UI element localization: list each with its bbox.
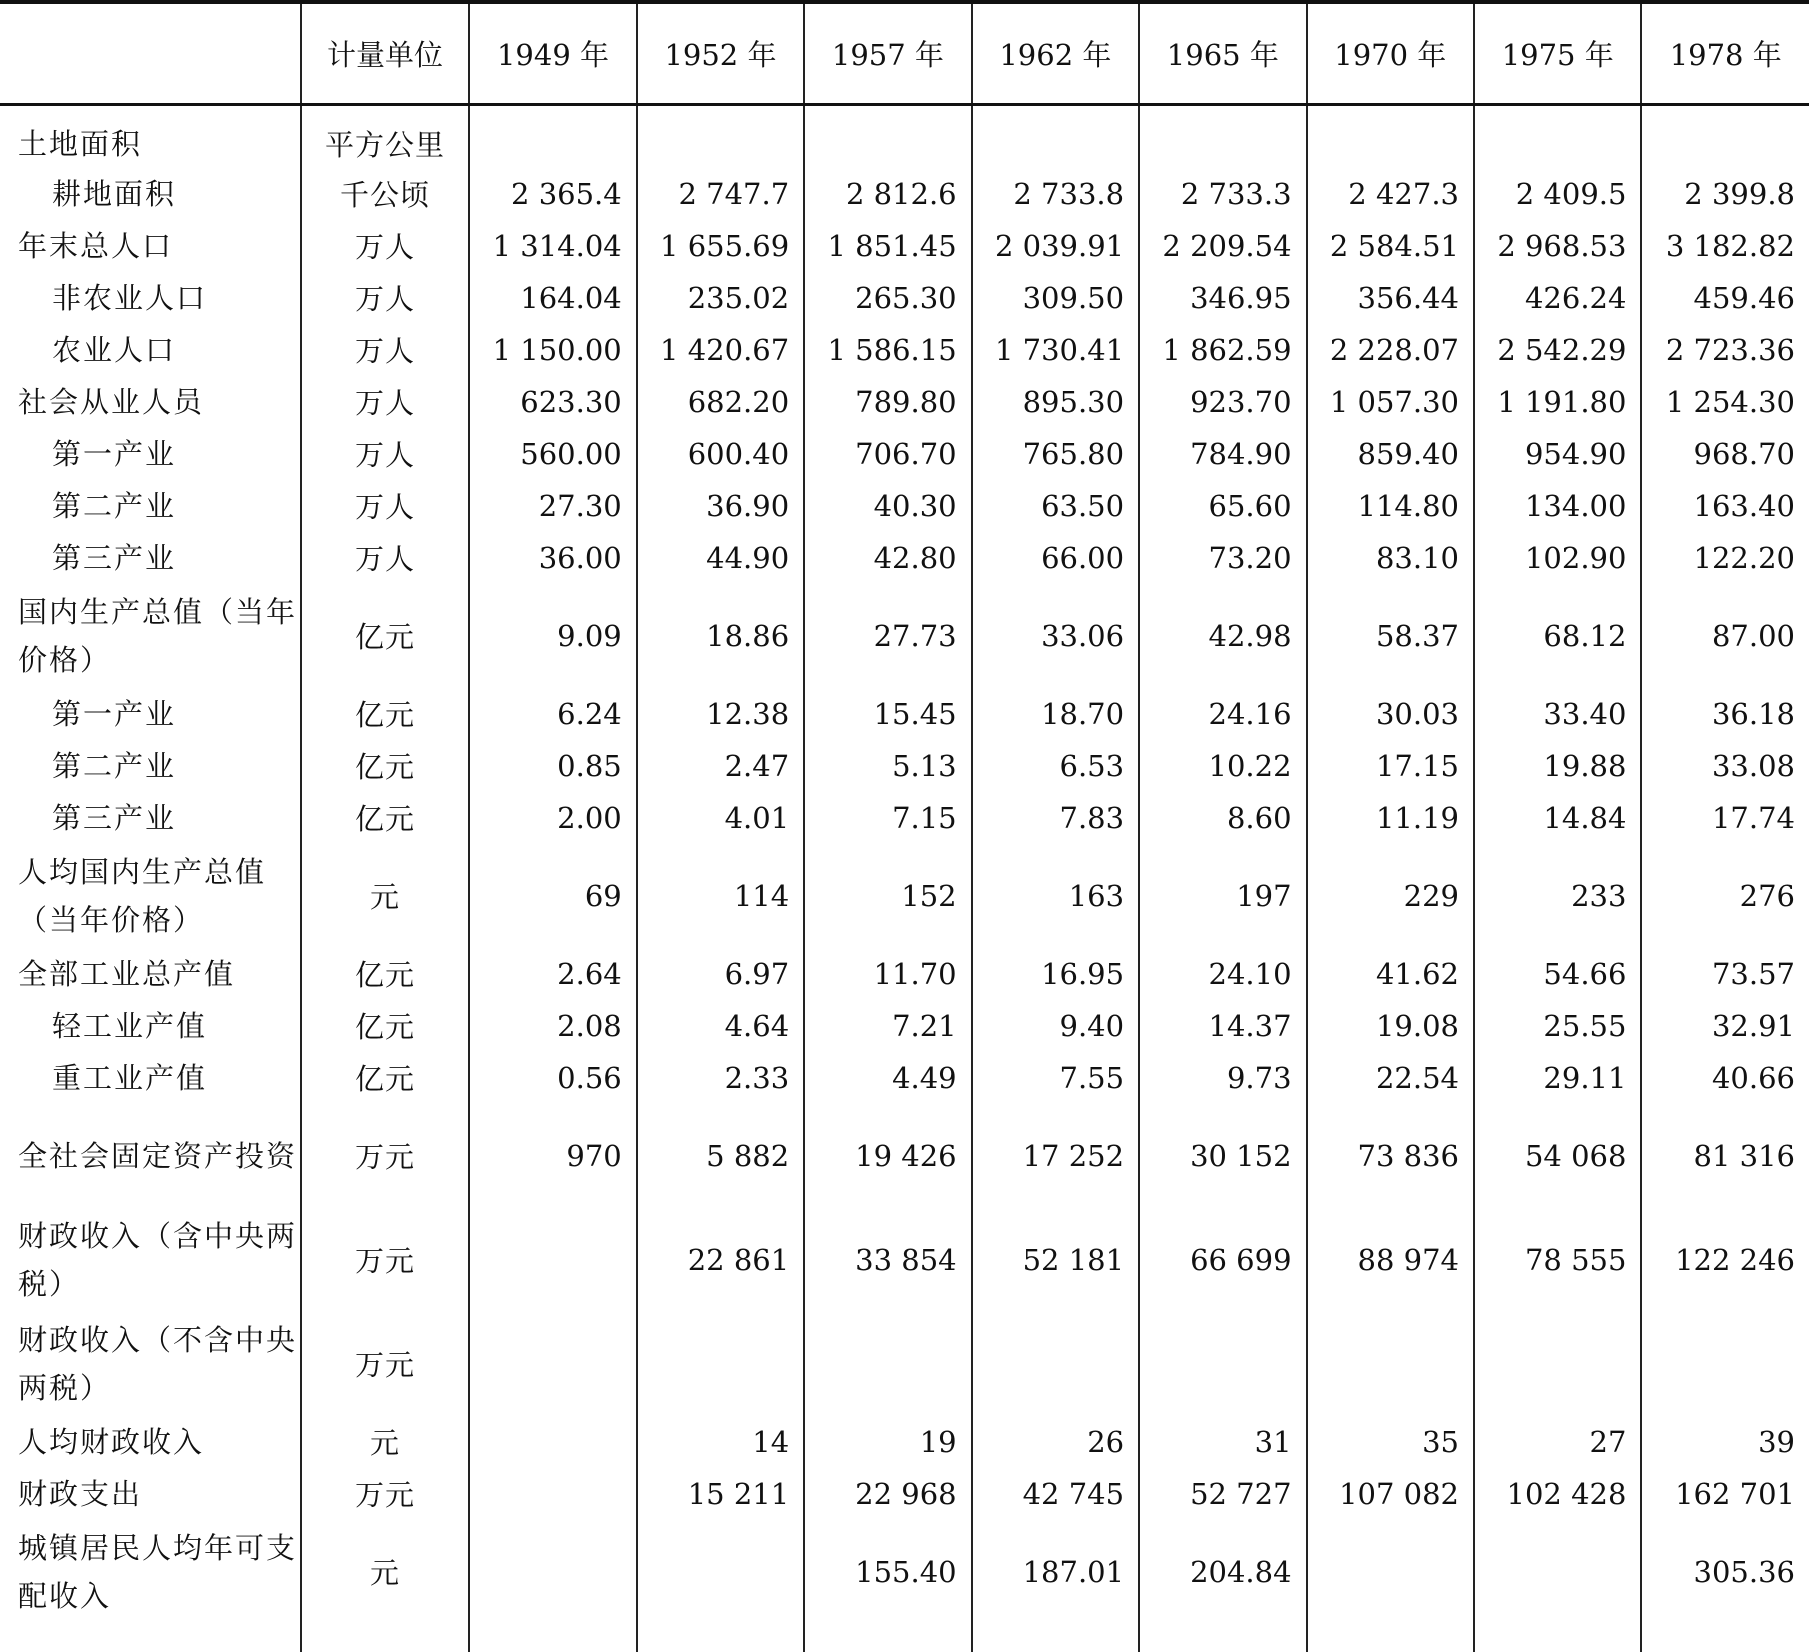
row-label: 耕地面积	[52, 176, 177, 211]
cell-value: 9.09	[469, 584, 636, 688]
row-unit: 万人	[301, 220, 469, 272]
cell-value: 65.60	[1139, 480, 1306, 532]
cell-value: 12.38	[637, 688, 804, 740]
cell-value: 1 150.00	[469, 324, 636, 376]
cell-value	[804, 104, 971, 168]
cell-value: 2 968.53	[1474, 220, 1641, 272]
cell-value: 83.10	[1307, 532, 1474, 584]
cell-value: 30 152	[1139, 1104, 1306, 1208]
table-row	[0, 948, 1809, 1000]
cell-value	[972, 1312, 1139, 1416]
cell-value: 14	[637, 1416, 804, 1468]
row-label: 第三产业	[52, 800, 177, 835]
cell-value: 2 584.51	[1307, 220, 1474, 272]
row-label: 重工业产值	[52, 1060, 208, 1095]
cell-value: 229	[1307, 844, 1474, 948]
cell-value: 197	[1139, 844, 1306, 948]
cell-value: 2.33	[637, 1052, 804, 1104]
cell-value	[637, 1312, 804, 1416]
cell-value: 10.22	[1139, 740, 1306, 792]
row-label: 财政支出	[18, 1476, 143, 1511]
cell-value: 58.37	[1307, 584, 1474, 688]
cell-value: 2 427.3	[1307, 168, 1474, 220]
cell-value: 1 730.41	[972, 324, 1139, 376]
cell-value: 27	[1474, 1416, 1641, 1468]
cell-value: 88 974	[1307, 1208, 1474, 1312]
cell-value: 923.70	[1139, 376, 1306, 428]
row-label: 人均国内生产总值（当年价格）	[18, 854, 267, 937]
table-row	[0, 1104, 1809, 1208]
cell-value: 2 399.8	[1641, 168, 1809, 220]
cell-value: 7.21	[804, 1000, 971, 1052]
cell-value: 24.10	[1139, 948, 1306, 1000]
cell-value: 16.95	[972, 948, 1139, 1000]
cell-value: 2 747.7	[637, 168, 804, 220]
row-unit: 平方公里	[301, 104, 469, 168]
table-row	[0, 428, 1809, 480]
cell-value	[469, 1208, 636, 1312]
row-label: 人均财政收入	[18, 1424, 205, 1459]
header-label-cell	[0, 2, 301, 104]
cell-value: 22 968	[804, 1468, 971, 1520]
row-label: 第三产业	[52, 540, 177, 575]
row-label: 第一产业	[52, 436, 177, 471]
table-row	[0, 584, 1809, 688]
table-row	[0, 272, 1809, 324]
cell-value	[804, 1312, 971, 1416]
cell-value: 66.00	[972, 532, 1139, 584]
row-label: 非农业人口	[52, 280, 208, 315]
cell-value: 789.80	[804, 376, 971, 428]
cell-value: 162 701	[1641, 1468, 1809, 1520]
cell-value: 33 854	[804, 1208, 971, 1312]
table-row	[0, 688, 1809, 740]
cell-value: 954.90	[1474, 428, 1641, 480]
cell-value: 27.73	[804, 584, 971, 688]
table-row	[0, 1312, 1809, 1416]
row-unit: 万人	[301, 376, 469, 428]
cell-value: 309.50	[972, 272, 1139, 324]
header-year: 1965 年	[1139, 2, 1306, 104]
cell-value: 15 211	[637, 1468, 804, 1520]
cell-value: 2 723.36	[1641, 324, 1809, 376]
table-row	[0, 480, 1809, 532]
row-unit: 万人	[301, 480, 469, 532]
cell-value: 163.40	[1641, 480, 1809, 532]
cell-value: 81 316	[1641, 1104, 1809, 1208]
row-label: 社会从业人员	[18, 384, 205, 419]
cell-value: 14.84	[1474, 792, 1641, 844]
cell-value: 560.00	[469, 428, 636, 480]
row-label: 农业人口	[52, 332, 177, 367]
row-label: 土地面积	[18, 126, 143, 161]
cell-value: 600.40	[637, 428, 804, 480]
cell-value: 25.55	[1474, 1000, 1641, 1052]
cell-value: 66 699	[1139, 1208, 1306, 1312]
cell-value: 6.97	[637, 948, 804, 1000]
header-year: 1978 年	[1641, 2, 1809, 104]
cell-value: 4.64	[637, 1000, 804, 1052]
cell-value: 623.30	[469, 376, 636, 428]
row-unit: 万人	[301, 532, 469, 584]
header-unit: 计量单位	[301, 2, 469, 104]
row-unit: 万元	[301, 1104, 469, 1208]
cell-value: 32.91	[1641, 1000, 1809, 1052]
cell-value: 1 057.30	[1307, 376, 1474, 428]
row-label: 国内生产总值（当年价格）	[18, 594, 298, 677]
row-label: 年末总人口	[18, 228, 174, 263]
cell-value: 18.70	[972, 688, 1139, 740]
cell-value: 33.06	[972, 584, 1139, 688]
cell-value: 233	[1474, 844, 1641, 948]
table-row	[0, 1468, 1809, 1520]
cell-value: 1 586.15	[804, 324, 971, 376]
cell-value	[1474, 1312, 1641, 1416]
cell-value	[469, 1520, 636, 1624]
row-unit: 亿元	[301, 688, 469, 740]
cell-value: 784.90	[1139, 428, 1306, 480]
cell-value: 2 542.29	[1474, 324, 1641, 376]
cell-value: 42.98	[1139, 584, 1306, 688]
cell-value: 19	[804, 1416, 971, 1468]
table-row	[0, 844, 1809, 948]
row-unit: 亿元	[301, 584, 469, 688]
cell-value: 54 068	[1474, 1104, 1641, 1208]
header-year: 1970 年	[1307, 2, 1474, 104]
cell-value: 152	[804, 844, 971, 948]
cell-value: 15.45	[804, 688, 971, 740]
cell-value: 30.03	[1307, 688, 1474, 740]
row-unit: 亿元	[301, 1000, 469, 1052]
cell-value: 187.01	[972, 1520, 1139, 1624]
header-year: 1957 年	[804, 2, 971, 104]
row-unit: 万元	[301, 1312, 469, 1416]
cell-value: 5 882	[637, 1104, 804, 1208]
cell-value: 356.44	[1307, 272, 1474, 324]
table-row	[0, 1052, 1809, 1104]
row-label: 城镇居民人均年可支配收入	[18, 1530, 298, 1613]
cell-value: 35	[1307, 1416, 1474, 1468]
cell-value: 2 209.54	[1139, 220, 1306, 272]
cell-value	[469, 1416, 636, 1468]
row-unit: 千公顷	[301, 168, 469, 220]
cell-value: 265.30	[804, 272, 971, 324]
cell-value: 40.66	[1641, 1052, 1809, 1104]
cell-value: 29.11	[1474, 1052, 1641, 1104]
cell-value: 895.30	[972, 376, 1139, 428]
cell-value: 27.30	[469, 480, 636, 532]
cell-value: 4.49	[804, 1052, 971, 1104]
cell-value: 968.70	[1641, 428, 1809, 480]
cell-value: 163	[972, 844, 1139, 948]
cell-value: 6.24	[469, 688, 636, 740]
cell-value: 6.53	[972, 740, 1139, 792]
cell-value: 859.40	[1307, 428, 1474, 480]
row-unit: 万人	[301, 272, 469, 324]
cell-value: 682.20	[637, 376, 804, 428]
row-label: 全部工业总产值	[18, 956, 236, 991]
cell-value	[469, 1312, 636, 1416]
cell-value: 5.13	[804, 740, 971, 792]
cell-value: 0.85	[469, 740, 636, 792]
table-row	[0, 220, 1809, 272]
cell-value: 42.80	[804, 532, 971, 584]
cell-value: 204.84	[1139, 1520, 1306, 1624]
cell-value: 970	[469, 1104, 636, 1208]
cell-value: 63.50	[972, 480, 1139, 532]
cell-value: 114	[637, 844, 804, 948]
row-unit: 亿元	[301, 740, 469, 792]
row-label: 全社会固定资产投资	[18, 1138, 298, 1173]
cell-value	[1474, 104, 1641, 168]
cell-value: 42 745	[972, 1468, 1139, 1520]
cell-value	[1139, 1312, 1306, 1416]
cell-value: 36.18	[1641, 688, 1809, 740]
cell-value: 36.00	[469, 532, 636, 584]
cell-value: 426.24	[1474, 272, 1641, 324]
cell-value: 2.64	[469, 948, 636, 1000]
cell-value: 73.57	[1641, 948, 1809, 1000]
cell-value: 33.08	[1641, 740, 1809, 792]
cell-value: 17 252	[972, 1104, 1139, 1208]
cell-value: 73.20	[1139, 532, 1306, 584]
cell-value	[972, 104, 1139, 168]
cell-value: 346.95	[1139, 272, 1306, 324]
cell-value: 9.73	[1139, 1052, 1306, 1104]
table-row	[0, 376, 1809, 428]
row-unit: 万人	[301, 324, 469, 376]
cell-value: 122.20	[1641, 532, 1809, 584]
cell-value	[1474, 1520, 1641, 1624]
cell-value: 276	[1641, 844, 1809, 948]
cell-value: 1 314.04	[469, 220, 636, 272]
cell-value: 22.54	[1307, 1052, 1474, 1104]
cell-value: 40.30	[804, 480, 971, 532]
cell-value: 2 228.07	[1307, 324, 1474, 376]
cell-value	[469, 104, 636, 168]
cell-value: 11.19	[1307, 792, 1474, 844]
row-label: 轻工业产值	[52, 1008, 208, 1043]
cell-value: 235.02	[637, 272, 804, 324]
cell-value	[1307, 104, 1474, 168]
cell-value	[1307, 1312, 1474, 1416]
row-label: 第二产业	[52, 488, 177, 523]
cell-value: 78 555	[1474, 1208, 1641, 1312]
cell-value: 155.40	[804, 1520, 971, 1624]
table-bottom-spacer	[0, 1624, 1809, 1652]
row-unit: 万元	[301, 1208, 469, 1312]
cell-value: 1 191.80	[1474, 376, 1641, 428]
table-row	[0, 1208, 1809, 1312]
cell-value: 3 182.82	[1641, 220, 1809, 272]
header-year: 1975 年	[1474, 2, 1641, 104]
cell-value: 14.37	[1139, 1000, 1306, 1052]
cell-value	[1641, 104, 1809, 168]
cell-value: 164.04	[469, 272, 636, 324]
cell-value: 73 836	[1307, 1104, 1474, 1208]
table-row	[0, 1520, 1809, 1624]
cell-value: 4.01	[637, 792, 804, 844]
cell-value: 19.08	[1307, 1000, 1474, 1052]
cell-value: 33.40	[1474, 688, 1641, 740]
cell-value: 36.90	[637, 480, 804, 532]
cell-value: 765.80	[972, 428, 1139, 480]
cell-value: 19 426	[804, 1104, 971, 1208]
cell-value: 2 039.91	[972, 220, 1139, 272]
header-row	[0, 2, 1809, 104]
cell-value: 44.90	[637, 532, 804, 584]
cell-value: 18.86	[637, 584, 804, 688]
cell-value: 22 861	[637, 1208, 804, 1312]
cell-value: 39	[1641, 1416, 1809, 1468]
table-row	[0, 1000, 1809, 1052]
cell-value: 7.83	[972, 792, 1139, 844]
cell-value: 68.12	[1474, 584, 1641, 688]
cell-value: 9.40	[972, 1000, 1139, 1052]
row-label: 财政收入（含中央两税）	[18, 1218, 298, 1301]
cell-value: 2.47	[637, 740, 804, 792]
cell-value: 2 733.3	[1139, 168, 1306, 220]
cell-value: 102 428	[1474, 1468, 1641, 1520]
cell-value: 52 727	[1139, 1468, 1306, 1520]
row-unit: 亿元	[301, 792, 469, 844]
cell-value: 24.16	[1139, 688, 1306, 740]
row-unit: 元	[301, 844, 469, 948]
cell-value	[637, 1520, 804, 1624]
row-unit: 元	[301, 1416, 469, 1468]
table-row	[0, 532, 1809, 584]
row-label: 第二产业	[52, 748, 177, 783]
table-row	[0, 168, 1809, 220]
row-label: 第一产业	[52, 696, 177, 731]
cell-value: 122 246	[1641, 1208, 1809, 1312]
cell-value: 11.70	[804, 948, 971, 1000]
cell-value: 19.88	[1474, 740, 1641, 792]
row-unit: 亿元	[301, 1052, 469, 1104]
cell-value	[1307, 1520, 1474, 1624]
cell-value: 2 812.6	[804, 168, 971, 220]
table-row	[0, 740, 1809, 792]
cell-value	[469, 1468, 636, 1520]
table-row	[0, 104, 1809, 168]
cell-value: 1 851.45	[804, 220, 971, 272]
cell-value: 87.00	[1641, 584, 1809, 688]
cell-value: 305.36	[1641, 1520, 1809, 1624]
cell-value	[1139, 104, 1306, 168]
cell-value: 459.46	[1641, 272, 1809, 324]
cell-value: 69	[469, 844, 636, 948]
cell-value: 2 733.8	[972, 168, 1139, 220]
cell-value: 2.08	[469, 1000, 636, 1052]
header-year: 1962 年	[972, 2, 1139, 104]
cell-value: 134.00	[1474, 480, 1641, 532]
cell-value: 1 254.30	[1641, 376, 1809, 428]
cell-value: 31	[1139, 1416, 1306, 1468]
cell-value: 17.15	[1307, 740, 1474, 792]
row-unit: 万人	[301, 428, 469, 480]
row-unit: 亿元	[301, 948, 469, 1000]
row-unit: 元	[301, 1520, 469, 1624]
cell-value	[637, 104, 804, 168]
table-row	[0, 324, 1809, 376]
row-label: 财政收入（不含中央两税）	[18, 1322, 298, 1405]
cell-value: 1 420.67	[637, 324, 804, 376]
cell-value: 114.80	[1307, 480, 1474, 532]
cell-value: 2 409.5	[1474, 168, 1641, 220]
cell-value: 17.74	[1641, 792, 1809, 844]
cell-value: 7.55	[972, 1052, 1139, 1104]
cell-value: 7.15	[804, 792, 971, 844]
cell-value: 8.60	[1139, 792, 1306, 844]
cell-value: 52 181	[972, 1208, 1139, 1312]
row-unit: 万元	[301, 1468, 469, 1520]
header-year: 1952 年	[637, 2, 804, 104]
cell-value: 102.90	[1474, 532, 1641, 584]
cell-value: 107 082	[1307, 1468, 1474, 1520]
cell-value: 706.70	[804, 428, 971, 480]
table-row	[0, 1416, 1809, 1468]
table-row	[0, 792, 1809, 844]
cell-value: 26	[972, 1416, 1139, 1468]
cell-value: 41.62	[1307, 948, 1474, 1000]
cell-value: 1 862.59	[1139, 324, 1306, 376]
cell-value: 1 655.69	[637, 220, 804, 272]
cell-value: 54.66	[1474, 948, 1641, 1000]
cell-value	[1641, 1312, 1809, 1416]
cell-value: 0.56	[469, 1052, 636, 1104]
header-year: 1949 年	[469, 2, 636, 104]
cell-value: 2 365.4	[469, 168, 636, 220]
cell-value: 2.00	[469, 792, 636, 844]
